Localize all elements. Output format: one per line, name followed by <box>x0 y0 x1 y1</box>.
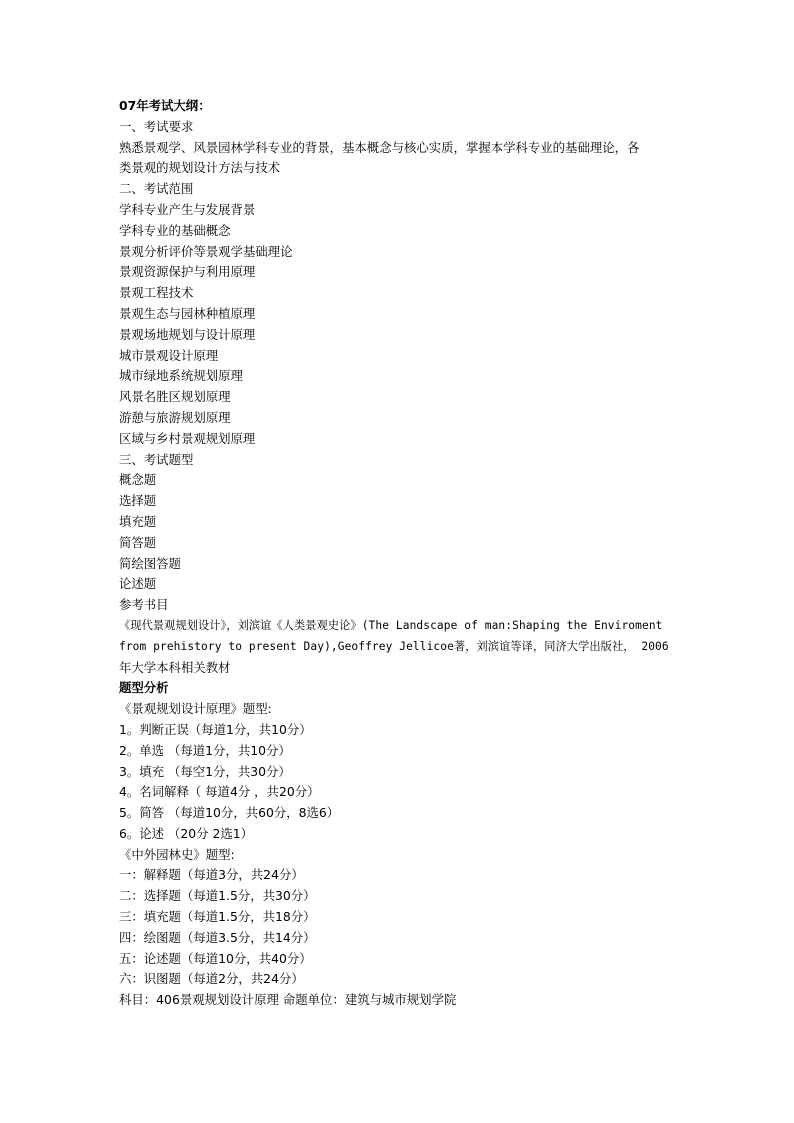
scope-item: 学科专业的基础概念 <box>119 222 231 238</box>
references-line-1: 《现代景观规划设计》，刘滨谊《人类景观史论》(The Landscape of man:Shaping the Enviroment <box>119 618 663 632</box>
document-page <box>119 96 709 1011</box>
exam-requirements-text-line-1: 熟悉景观学、风景园林学科专业的背景，基本概念与核心实质，掌握本学科专业的基础理论，各 <box>119 139 640 155</box>
question-type-item: 论述题 <box>119 576 157 592</box>
garden-history-item: 四：绘图题（每道3.5分，共14分） <box>119 929 316 945</box>
section-exam-requirements-title: 一、考试要求 <box>119 118 194 134</box>
scope-item: 学科专业产生与发展背景 <box>119 201 256 217</box>
scope-item: 景观分析评价等景观学基础理论 <box>119 243 293 259</box>
scope-item: 景观场地规划与设计原理 <box>119 326 256 342</box>
garden-history-item: 一：解释题（每道3分，共24分） <box>119 867 304 883</box>
garden-history-item: 二：选择题（每道1.5分，共30分） <box>119 888 316 904</box>
question-type-item: 简绘图答题 <box>119 555 181 571</box>
references-title: 参考书目 <box>119 597 169 613</box>
question-analysis-title: 题型分析 <box>119 680 169 696</box>
design-principles-title: 《景观规划设计原理》题型: <box>119 701 272 717</box>
section-exam-scope-title: 二、考试范围 <box>119 181 194 197</box>
scope-item: 景观生态与园林种植原理 <box>119 305 256 321</box>
garden-history-item: 五：论述题（每道10分，共40分） <box>119 950 312 966</box>
garden-history-item: 六：识图题（每道2分，共24分） <box>119 971 304 987</box>
scope-item: 城市景观设计原理 <box>119 347 219 363</box>
references-line-3: 年大学本科相关教材 <box>119 659 231 675</box>
question-type-item: 选择题 <box>119 493 157 509</box>
scope-item: 区域与乡村景观规划原理 <box>119 430 256 446</box>
references-line-2: from prehistory to present Day),Geoffrey Jellicoe著，刘滨谊等译，同济大学出版社， 2006 <box>119 639 669 653</box>
question-type-item: 简答题 <box>119 534 157 550</box>
scope-item: 城市绿地系统规划原理 <box>119 368 243 384</box>
subject-footer-line: 科目：406景观规划设计原理 命题单位：建筑与城市规划学院 <box>119 992 457 1008</box>
section-question-types-title: 三、考试题型 <box>119 451 194 467</box>
design-principles-item: 6。论述 （20分 2选1） <box>119 825 254 841</box>
design-principles-item: 1。判断正误（每道1分，共10分） <box>119 721 312 737</box>
exam-requirements-text-line-2: 类景观的规划设计方法与技术 <box>119 160 281 176</box>
design-principles-item: 5。简答 （每道10分，共60分，8选6） <box>119 805 340 821</box>
scope-item: 游憩与旅游规划原理 <box>119 409 231 425</box>
question-type-item: 概念题 <box>119 472 157 488</box>
scope-item: 景观工程技术 <box>119 285 194 301</box>
garden-history-item: 三：填充题（每道1.5分，共18分） <box>119 909 316 925</box>
design-principles-item: 3。填充 （每空1分，共30分） <box>119 763 291 779</box>
scope-item: 风景名胜区规划原理 <box>119 389 231 405</box>
heading-2007-syllabus: 07年考试大纲： <box>119 98 211 113</box>
design-principles-item: 2。单选 （每道1分，共10分） <box>119 742 291 758</box>
scope-item: 景观资源保护与利用原理 <box>119 264 256 280</box>
question-type-item: 填充题 <box>119 513 157 529</box>
design-principles-item: 4。名词解释（ 每道4分 ，共20分） <box>119 784 320 800</box>
garden-history-title: 《中外园林史》题型: <box>119 846 235 862</box>
